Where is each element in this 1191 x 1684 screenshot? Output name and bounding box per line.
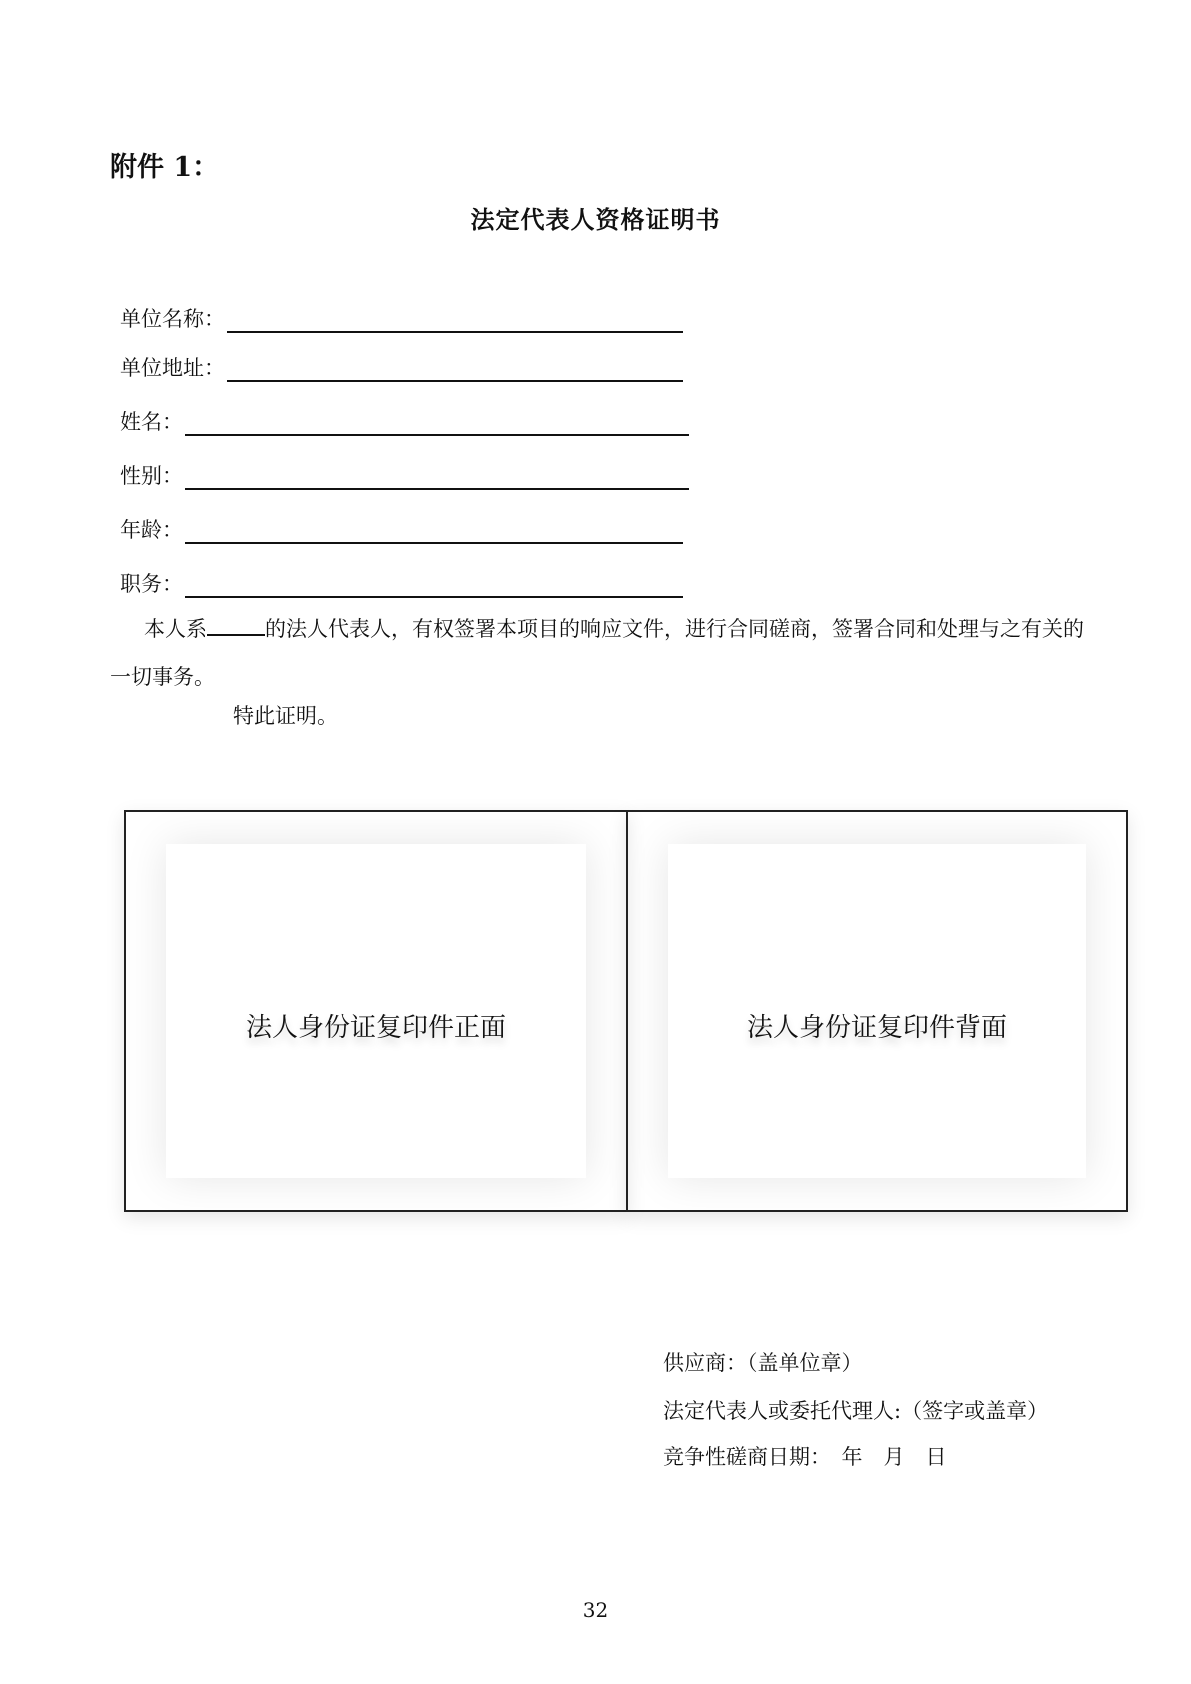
name-line [185, 414, 689, 436]
entity-blank [207, 614, 265, 636]
gender-line [185, 468, 689, 490]
unit-address-line [227, 360, 683, 382]
document-title: 法定代表人资格证明书 [470, 205, 721, 234]
position-field [120, 568, 683, 598]
unit-name-label: 单位名称： [120, 307, 225, 331]
unit-name-line [227, 311, 683, 333]
page-number: 32 [582, 1598, 609, 1622]
name-label: 姓名： [120, 410, 183, 434]
attachment-label: 附件 1： [110, 152, 220, 183]
position-line [185, 576, 683, 598]
id-back-box [626, 810, 1128, 1212]
age-line [185, 522, 683, 544]
supplier-line: 供应商：（盖单位章） [663, 1351, 863, 1375]
statement-paragraph [110, 605, 1100, 701]
statement-prefix: 本人系 [144, 617, 207, 641]
age-field [120, 514, 683, 544]
id-back-label: 法人身份证复印件背面 [746, 1013, 1007, 1043]
statement-suffix: 的法人代表人，有权签署本项目的响应文件，进行合同磋商，签署合同和处理与之有关的一切事务。 [110, 617, 1084, 689]
id-front-box [124, 810, 628, 1212]
gender-label: 性别： [120, 464, 183, 488]
representative-line: 法定代表人或委托代理人:（签字或盖章） [663, 1399, 1049, 1423]
unit-address-label: 单位地址： [120, 356, 225, 380]
gender-field [120, 460, 689, 490]
unit-name-field [120, 303, 683, 333]
age-label: 年龄： [120, 518, 183, 542]
unit-address-field [120, 352, 683, 382]
id-front-label: 法人身份证复印件正面 [245, 1013, 506, 1043]
position-label: 职务： [120, 572, 183, 596]
date-line: 竞争性磋商日期： 年 月 日 [663, 1445, 947, 1469]
certify-text: 特此证明。 [233, 704, 338, 728]
name-field [120, 406, 689, 436]
